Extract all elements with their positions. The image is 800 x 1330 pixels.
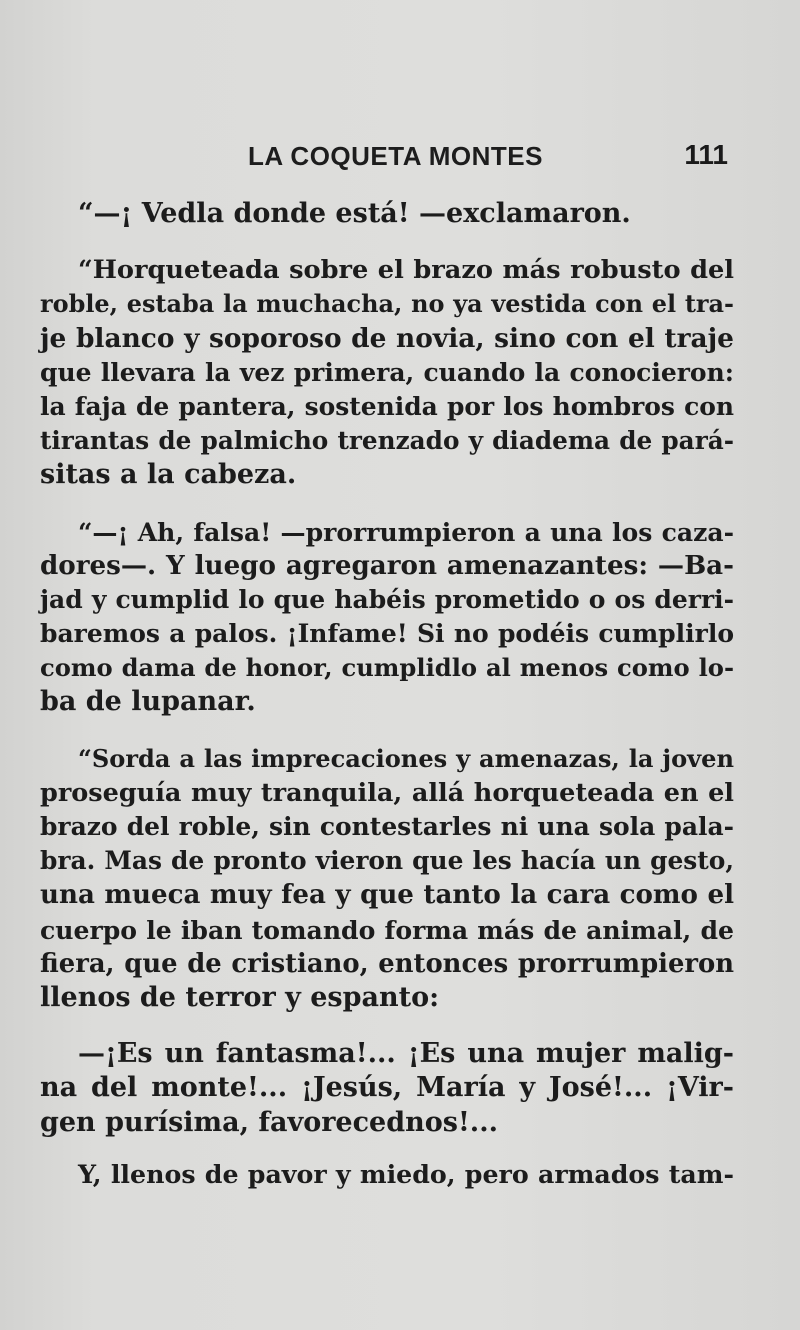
text-line: je blanco y soporoso de novia, sino con el traje — [40, 322, 734, 354]
text-line: brazo del roble, sin contestarles ni una sola pala- — [40, 812, 734, 841]
text-line: sitas a la cabeza. — [40, 459, 297, 491]
text-line: “Horqueteada sobre el brazo más robusto del — [78, 255, 734, 286]
paragraph — [40, 253, 734, 492]
text-line: na del monte!... ¡Jesús, María y José!... ¡Vir- — [40, 1072, 734, 1104]
text-line: como dama de honor, cumplidlo al menos como lo- — [40, 653, 734, 683]
text-line: “Sorda a las imprecaciones y amenazas, la joven — [78, 743, 734, 773]
text-line: baremos a palos. ¡Infame! Si no podéis cumplirlo — [40, 619, 734, 649]
text-line: “—¡ Ah, falsa! —prorrumpieron a una los caza- — [78, 516, 734, 547]
paragraph — [40, 515, 734, 720]
text-line: —¡Es un fantasma!... ¡Es una mujer malig- — [78, 1038, 734, 1070]
text-line: la faja de pantera, sostenida por los hombros con — [40, 391, 734, 421]
running-header — [40, 137, 740, 177]
text-line: dores—. Y luego agregaron amenazantes: —Ba- — [40, 549, 734, 581]
text-line: cuerpo le iban tomando forma más de animal, de — [40, 914, 734, 945]
text-line: gen purísima, favorecednos!... — [40, 1106, 498, 1138]
text-line: roble, estaba la muchacha, no ya vestida con el tra- — [40, 290, 734, 319]
text-line: que llevara la vez primera, cuando la conocieron: — [40, 357, 734, 387]
text-line: proseguía muy tranquila, allá horqueteada en el — [40, 777, 734, 808]
text-line: jad y cumplid lo que habéis prometido o os derri- — [40, 584, 734, 614]
text-line: “—¡ Vedla donde está! —exclamaron. — [78, 198, 631, 229]
text-line: una mueca muy fea y que tanto la cara como el — [40, 879, 734, 911]
body-text — [40, 197, 734, 1191]
paragraph — [40, 197, 734, 231]
text-line: llenos de terror y espanto: — [40, 981, 440, 1013]
text-line: ba de lupanar. — [40, 686, 256, 718]
paragraph — [40, 742, 734, 1016]
page-number: 111 — [684, 139, 728, 170]
paragraph — [40, 1037, 734, 1140]
running-title: LA COQUETA MONTES — [248, 141, 543, 171]
text-line: fiera, que de cristiano, entonces prorrumpieron — [40, 948, 734, 979]
text-line: tirantas de palmicho trenzado y diadema de pará- — [40, 426, 734, 456]
text-line: Y, llenos de pavor y miedo, pero armados tam- — [78, 1158, 734, 1189]
paragraph — [40, 1157, 734, 1191]
text-line: bra. Mas de pronto vieron que les hacía un gesto, — [40, 846, 734, 876]
